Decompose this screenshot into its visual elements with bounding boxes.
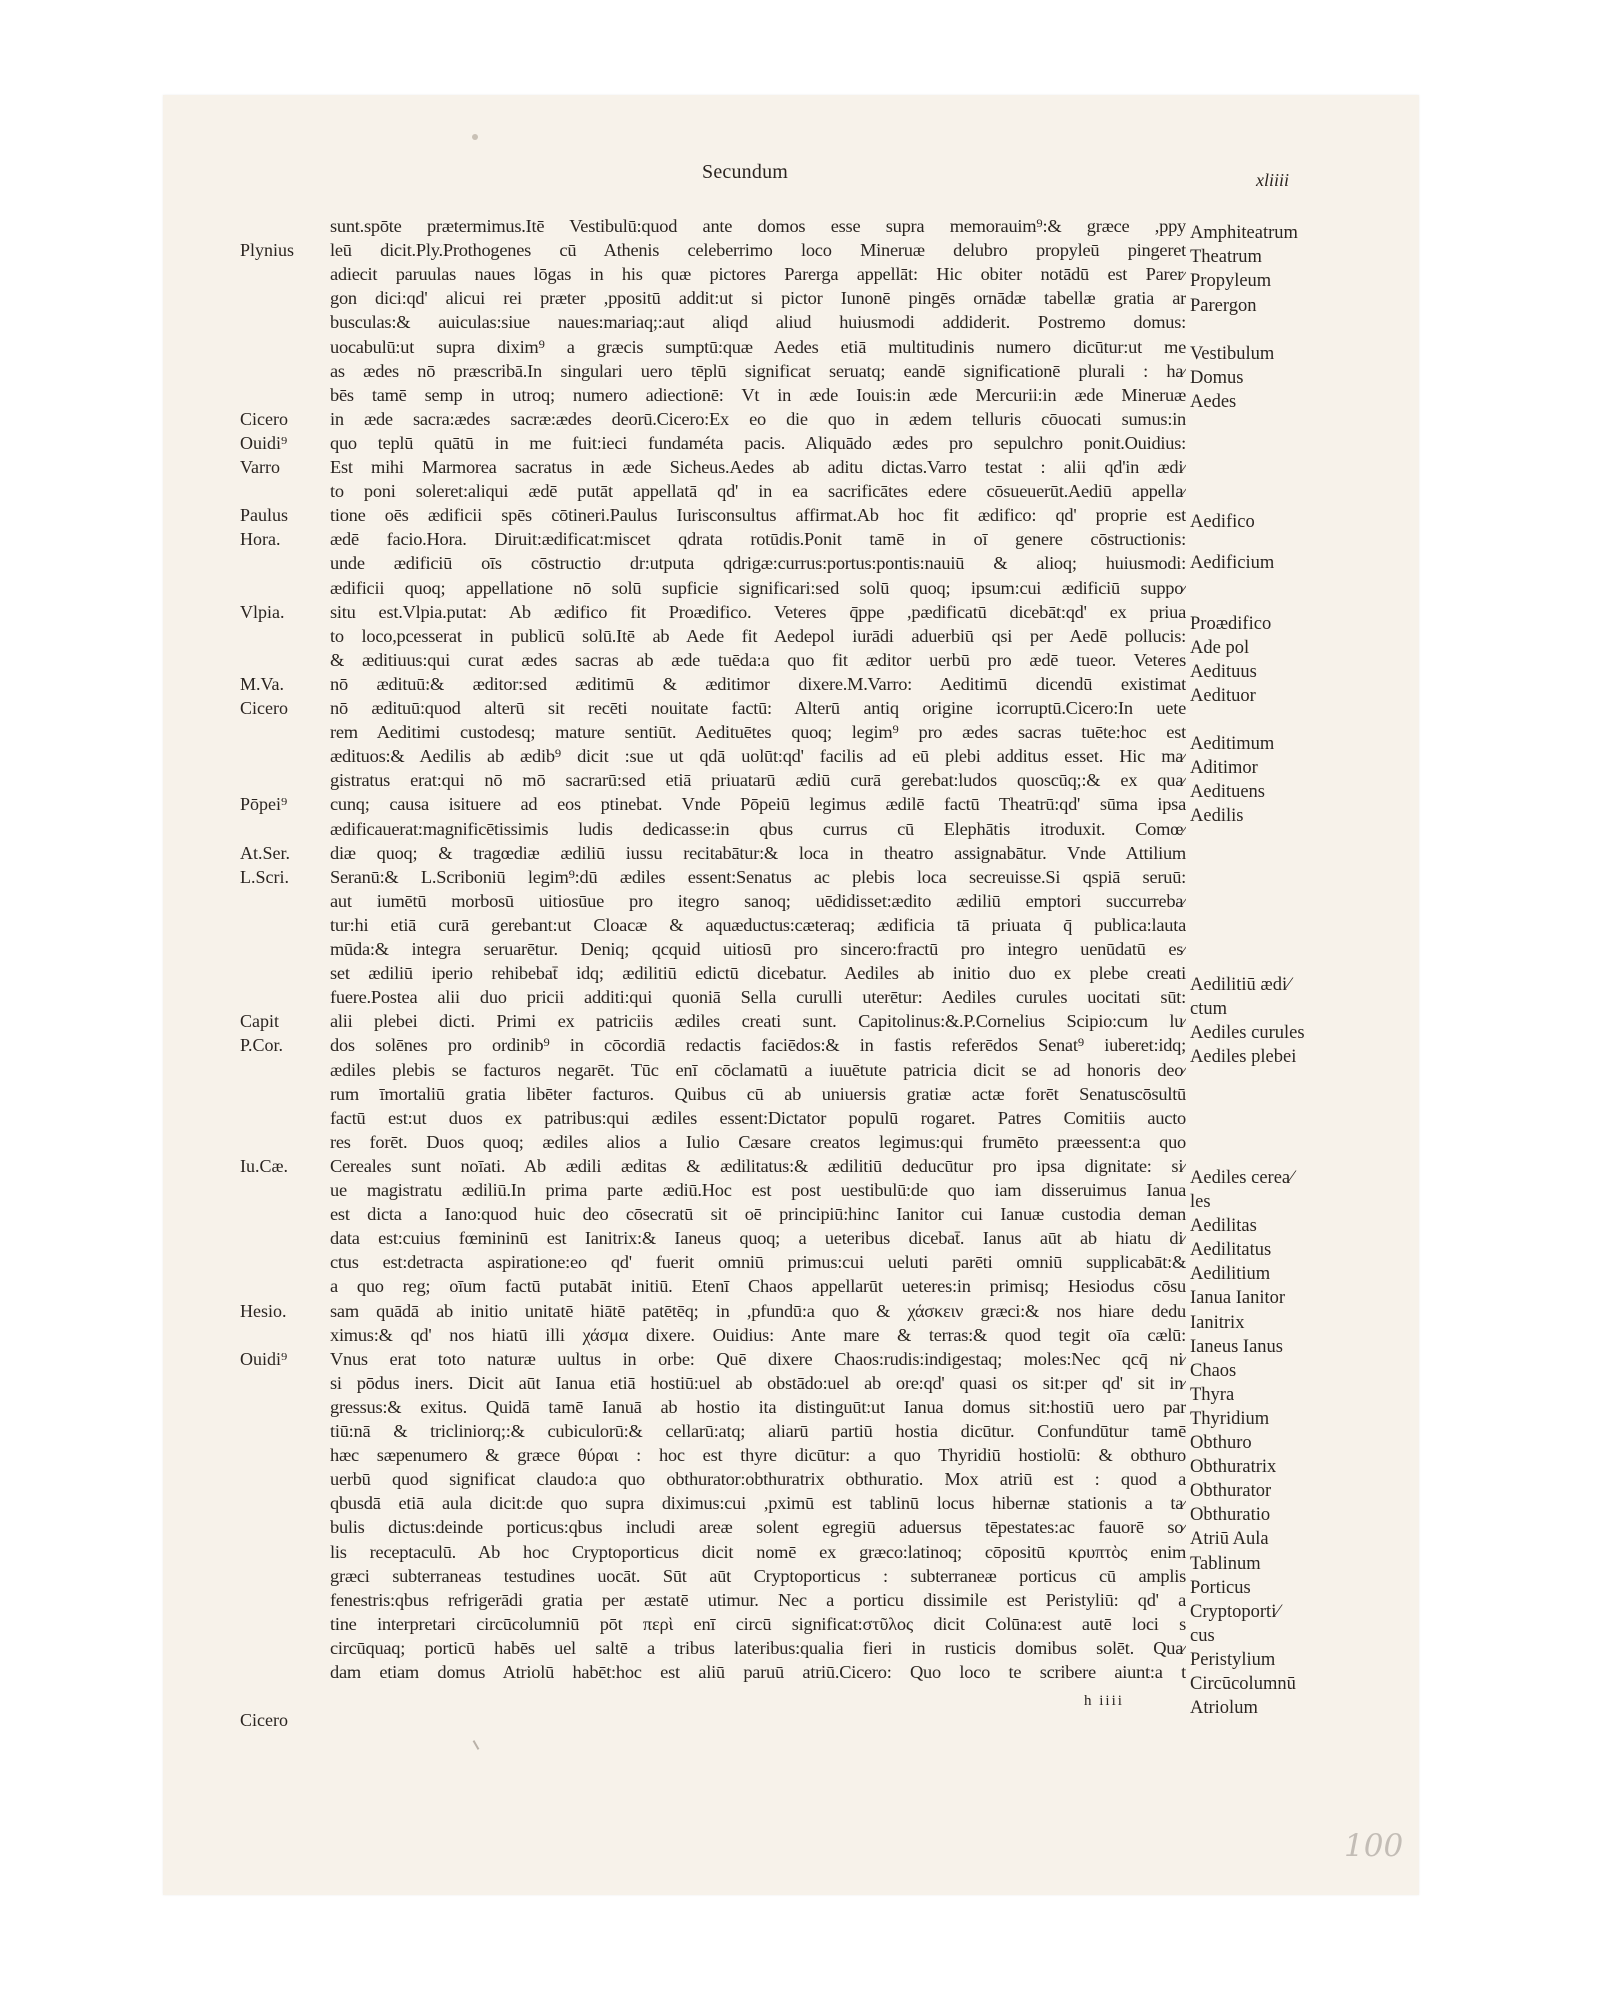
text-line: sam quādā ab initio unitatē hiātē patētēq; in ,pfundū:a quo & χάσκειν græci:& nos hiare dedu [330,1300,1186,1321]
left-margin-note: P.Cor. [240,1035,284,1056]
right-margin-note: cus [1190,1625,1215,1646]
text-line: bulis dictus:deinde porticus:qbus includi areæ solent egregiū aduersus tēpestates:ac fauorē so⁄ [330,1517,1186,1538]
text-line: fenestris:qbus refrigerādi gratia per æstatē utimur. Nec a porticu dissimile est Peristyliū: qd' a [330,1589,1186,1610]
running-head: Secundum [702,161,789,183]
right-margin-note: Tablinum [1190,1553,1261,1574]
left-margin-note: Paulus [240,505,289,526]
text-line: ædificauerat:magnificētissimis ludis dedicasse:in qbus currus cū Elephātis itroduxit. Comœ⁄ [330,818,1186,839]
text-line: set ædiliū iperio rehibebat̄ idq; ædilitiū edictū dicebatur. Aediles ab initio duo ex plebe creati [330,963,1186,984]
text-line: Est mihi Marmorea sacratus in æde Sicheus.Aedes ab aditu dictas.Varro testat : alii qd'in ædi⁄ [330,457,1186,477]
right-margin-note: Aedituor [1190,685,1256,706]
text-line: ue magistratu ædiliū.In prima parte ædiū.Hoc est post uestibulū:de quo iam disseruimus Ianua [330,1180,1186,1200]
text-line: quo teplū quātū in me fuit:ieci fundaméta pacis. Aliquādo ædes pro sepulchro ponit.Ouidius: [330,432,1186,453]
right-margin-note: Aditimor [1190,758,1258,779]
right-margin-note: Aedifico [1190,512,1255,533]
right-margin-note: Ianua Ianitor [1190,1288,1286,1309]
text-line: ædificii quoq; appellatione nō solū supficie significari:sed solū quoq; ipsum:cui ædificiū suppo⁄ [330,577,1186,598]
right-margin-note: Obthuratio [1190,1505,1271,1526]
right-margin-note: Theatrum [1190,247,1262,268]
text-line: si pōdus iners. Dicit aūt Ianua etiā hostiū:uel ab obstādo:uel ab ore:qd' quasi os sit:per qd' sit in⁄ [330,1372,1186,1393]
text-line: factū est:ut duos ex patribus:qui ædiles essent:Dictator populū rogaret. Patres Comitiis aucto [330,1107,1186,1128]
text-line: Cereales sunt noīati. Ab ædili æditas & ædilitatus:& ædilitiū deducūtur pro ipsa dignitate: si⁄ [330,1155,1186,1176]
text-line: hæc sæpenumero & græce θύραι : hoc est thyre dicūtur: a quo Thyridiū hostiolū: & obthuro [330,1445,1186,1466]
text-line: rem Aeditimi custodesq; mature sentiūt. Aedituētes quoq; legim⁹ pro ædes sacras tuēte:hoc est [330,722,1186,743]
text-line: tine interpretari circūcolumniū pōt περὶ enī circū significat:στῦλος dicit Colūna:est autē loci s [330,1613,1186,1634]
left-margin-note: L.Scri. [240,866,289,887]
right-margin-note: Parergon [1190,295,1257,316]
right-margin-note: Ade pol [1190,637,1250,658]
right-margin-note: Chaos [1190,1360,1237,1381]
text-line: tur:hi etiā curā gerebant:ut Cloacæ & aquæductus:cæteraq; ædificia tā priuata q̄ publica:lauta [330,914,1186,935]
right-margin-note: Circūcolumnū [1190,1674,1296,1695]
right-margin-note: Aeditimum [1190,734,1275,755]
text-line: est dicta a Iano:quod huic deo cōsecratū sit oē principiū:hinc Ianitor cui Ianuæ custodia deman [330,1204,1186,1225]
left-margin-note: Vlpia. [240,601,285,622]
right-margin-note: Aedilitatus [1190,1240,1272,1261]
text-line: dam etiam domus Atriolū habēt:hoc est aliū paruū atriū.Cicero: Quo loco te scribere aiunt:a t [330,1662,1186,1682]
text-line: busculas:& auiculas:siue naues:mariaq;:aut aliqd aliud huiusmodi addiderit. Postremo domus: [330,312,1186,333]
right-margin-note: Proædifico [1190,613,1272,634]
left-margin-note: Cicero [240,408,288,429]
text-line: situ est.Vlpia.putat: Ab ædifico fit Proædifico. Veteres q̄ppe ,pædificatū dicebāt:qd' ex priua [330,601,1186,622]
text-line: ædē facio.Hora. Diruit:ædificat:miscet qdrata rotūdis.Ponit tamē in oī genere cōstructionis: [330,529,1186,550]
right-margin-note: Porticus [1190,1577,1251,1598]
folio-number: xliiii [1256,170,1289,190]
text-line: gon dici:qd' alicui rei præter ,ppositū addit:ut si pictor Iunonē pingēs ornādæ tabellæ gratia ar [330,288,1186,309]
text-line: gistratus erat:qui nō mō sacrarū:sed etiā priuatarū ædiū curā gerebat:ludos quoscūq;:& ex qua⁄ [330,770,1186,791]
text-line: uerbū quod significat claudo:a quo obthurator:obthuratrix obthuratio. Mox atriū est : quod a [330,1469,1186,1490]
right-margin-note: Peristylium [1190,1649,1276,1670]
text-line: ximus:& qd' nos hiatū illi χάσμα dixere. Ouidius: Ante mare & terras:& quod tegit oīa cælū: [330,1324,1186,1345]
left-margin-note: Capit [240,1011,279,1032]
right-margin-note: Aedituus [1190,661,1257,682]
right-margin-note: Aedilitas [1190,1216,1257,1237]
left-margin-note: At.Ser. [240,842,291,863]
text-line: dos solēnes pro ordinib⁹ in cōcordiā redactis faciēdos:& in fastis referēdos Senat⁹ iuberet:idq; [330,1035,1186,1056]
text-line: leū dicit.Ply.Prothogenes cū Athenis celeberrimo loco Mineruæ delubro propyleū pingeret [330,240,1186,261]
text-line: nō ædituū:quod alterū sit recēti nouitate factū: Alterū antiq origine icorruptū.Cicero:In uete [330,698,1186,718]
text-line: unde ædificiū oīs cōstructio dr:utputa qdrigæ:currus:portus:pontis:nauiū & alioq; huiusmodi: [330,553,1186,574]
text-line: to poni soleret:aliqui ædē putāt appellatā qd' in ea sacrificātes edere cōsueuerūt.Aediū appella⁄ [330,481,1186,502]
text-line: fuere.Postea alii duo pricii additi:qui quoniā Sella curulli uterētur: Aediles curules uocitati sūt: [330,987,1186,1008]
text-line: ctus est:detracta aspiratione:eo qd' fuerit omniū primus:cui ueluti parēti omniū supplicabāt:& [330,1252,1186,1273]
text-line: uocabulū:ut supra dixim⁹ a græcis sumptū:quæ Aedes etiā multitudinis numero dicūtur:ut me [330,336,1186,357]
text-line: Vnus erat toto naturæ uultus in orbe: Quē dixere Chaos:rudis:indigestaq; moles:Nec qcq̄ ni⁄ [330,1348,1186,1369]
left-margin-note: Pōpei⁹ [240,794,288,815]
left-margin-note: M.Va. [240,673,284,694]
right-margin-note: Aedilitiū ædi⁄ [1190,975,1291,996]
left-margin-note: Varro [240,457,280,477]
text-line: Seranū:& L.Scriboniū legim⁹:dū ædiles essent:Senatus ac plebis loca secreuisse.Si qspiā seruū: [330,866,1186,887]
text-line: ædituos:& Aedilis ab ædib⁹ dicit :sue ut qdā uolūt:qd' facilis ad eū plebi additus esset. Hic ma⁄ [330,746,1186,767]
paper-spot [472,134,478,140]
pencil-page-number: 100 [1344,1828,1404,1864]
right-margin-note: Obthuratrix [1190,1457,1277,1478]
right-margin-note: Aedilitium [1190,1264,1271,1285]
right-margin-note: Domus [1190,367,1244,388]
text-line: cunq; causa isituere ad eos ptinebat. Vnde Pōpeiū legimus ædilē factū Theatrū:qd' sūma ipsa [330,794,1186,815]
left-margin-note: Cicero [240,698,288,718]
text-line: bēs tamē semp in utroq; numero adiectionē: Vt in æde Iouis:in æde Mercurii:in æde Mineruæ [330,384,1186,405]
left-margin-note: Cicero [240,1710,288,1731]
right-margin-note: Thyra [1190,1384,1235,1405]
text-line: as ædes nō præscribā.In singulari uero tēplū significat seruatq; eandē significationē plurali : ha⁄ [330,360,1186,381]
text-line: ædiles plebis se facturos negarēt. Tūc enī cōclamatū a iuuētute patricia dicit se ad honoris deo⁄ [330,1059,1186,1080]
left-margin-note: Hora. [240,529,281,550]
text-line: in æde sacra:ædes sacræ:ædes deorū.Cicero:Ex eo die quo in ædem telluris cōuocati sumus:in [330,408,1186,429]
text-line: & æditiuus:qui curat ædes sacras ab æde tuēda:a quo fit æditor uerbū pro ædē tueor. Veteres [330,649,1186,670]
left-margin-note: Plynius [240,240,295,261]
right-margin-note: Obthurator [1190,1481,1272,1502]
text-line: qbusdā etiā aula dicit:de quo supra diximus:cui ,pximū est tablinū locus hibernæ stationis a ta⁄ [330,1493,1186,1514]
text-line: to loco,pcesserat in publicū solū.Itē ab Aede fit Aedepol iurādi aduerbiū qsi per Aedē pollucis: [330,625,1186,646]
left-margin-note: Hesio. [240,1300,287,1321]
right-margin-note: Atriū Aula [1190,1529,1269,1550]
left-margin-note: Ouidi⁹ [240,432,288,453]
right-margin-note: Ianitrix [1190,1312,1245,1333]
right-margin-note: Aedituens [1190,782,1266,803]
right-margin-note: Aediles curules [1190,1023,1305,1044]
right-margin-note: Aedes [1190,391,1237,412]
right-margin-note: Aedilis [1190,806,1244,827]
right-margin-note: Propyleum [1190,271,1272,292]
text-line: sunt.spōte prætermimus.Itē Vestibulū:quod ante domos esse supra memorauim⁹:& græce ,ppy [330,216,1186,236]
right-margin-note: Aediles plebei [1190,1047,1297,1068]
right-margin-note: Amphiteatrum [1190,223,1298,244]
right-margin-note: Aediles cerea⁄ [1190,1167,1294,1188]
right-margin-note: Cryptoporti⁄ [1190,1601,1280,1622]
text-line: circūquaq; porticū habēs uel saltē a tribus lateribus:qualia fieri in rusticis domibus solēt. Qua⁄ [330,1637,1186,1658]
text-line: alii plebei dicti. Primi ex patriciis ædiles creati sunt. Capitolinus:&.P.Cornelius Scipio:cum lu⁄ [330,1011,1186,1032]
text-line: mūda:& integra seruarētur. Deniq; qcquid uitiosū pro sincero:fractū pro integro uenūdatū es⁄ [330,939,1186,959]
text-line: græci subterraneas testudines uocāt. Sūt aūt Cryptoporticus : subterraneæ porticus cū amplis [330,1565,1186,1586]
text-line: a quo reg; oīum factū putabāt initiū. Etenī Chaos appellarūt ueteres:in primisq; Hesiodus cōsu [330,1276,1186,1297]
text-line: gressus:& exitus. Quidā tamē Ianuā ab hostio ita distinguūt:ut Ianua domus sit:hostiū uero par [330,1396,1186,1417]
text-line: diæ quoq; & tragœdiæ ædiliū iussu recitabātur:& loca in theatro assignabātur. Vnde Attilium [330,842,1186,863]
right-margin-note: les [1190,1192,1211,1213]
text-line: res forēt. Duos quoq; ædiles alios a Iulio Cæsare creatos legimus:qui frumēto præessent:a quo [330,1131,1186,1152]
right-margin-note: Atriolum [1190,1698,1258,1719]
text-line: aut iumētū morbosū uitiosūue pro itegro sanoq; uēdidisset:ædito ædiliū emptori succurreba⁄ [330,890,1186,911]
right-margin-note: Aedificium [1190,553,1275,574]
text-line: tiū:nā & tricliniorq;:& cubiculorū:& cellarū:atq; aliarū partiū hostia dicūtur. Confundūtur tamē [330,1421,1186,1441]
signature-mark: h iiii [1084,1693,1124,1709]
right-margin-note: ctum [1190,999,1227,1020]
text-line: lis receptaculū. Ab hoc Cryptoporticus dicit nomē ex græco:latinoq; cōpositū κρυπτὸς enim [330,1541,1186,1562]
right-margin-note: Obthuro [1190,1433,1252,1454]
text-line: data est:cuius fœmininū est Ianitrix:& Ianeus quoq; a ueteribus dicebat̄. Ianus aūt ab hiatu di⁄ [330,1228,1186,1249]
left-margin-note: Iu.Cæ. [240,1155,289,1176]
right-margin-note: Thyridium [1190,1408,1270,1429]
text-line: rum īmortaliū gratia libēter facturos. Quibus cū ab uniuersis gratiæ actæ forēt Senatuscōsultū [330,1083,1186,1104]
left-margin-note: Ouidi⁹ [240,1348,288,1369]
text-line: adiecit paruulas naues lōgas in his quæ pictores Parerga appellāt: Hic obiter notādū est Parer⁄ [330,264,1186,285]
text-line: nō ædituū:& æditor:sed æditimū & æditimor dixere.M.Varro: Aeditimū dicendū existimat [330,673,1186,694]
text-line: tione oēs ædificii spēs cōtineri.Paulus Iurisconsultus affirmat.Ab hoc fit ædifico: qd' proprie est [330,505,1186,526]
right-margin-note: Vestibulum [1190,343,1275,364]
right-margin-note: Ianeus Ianus [1190,1336,1283,1357]
